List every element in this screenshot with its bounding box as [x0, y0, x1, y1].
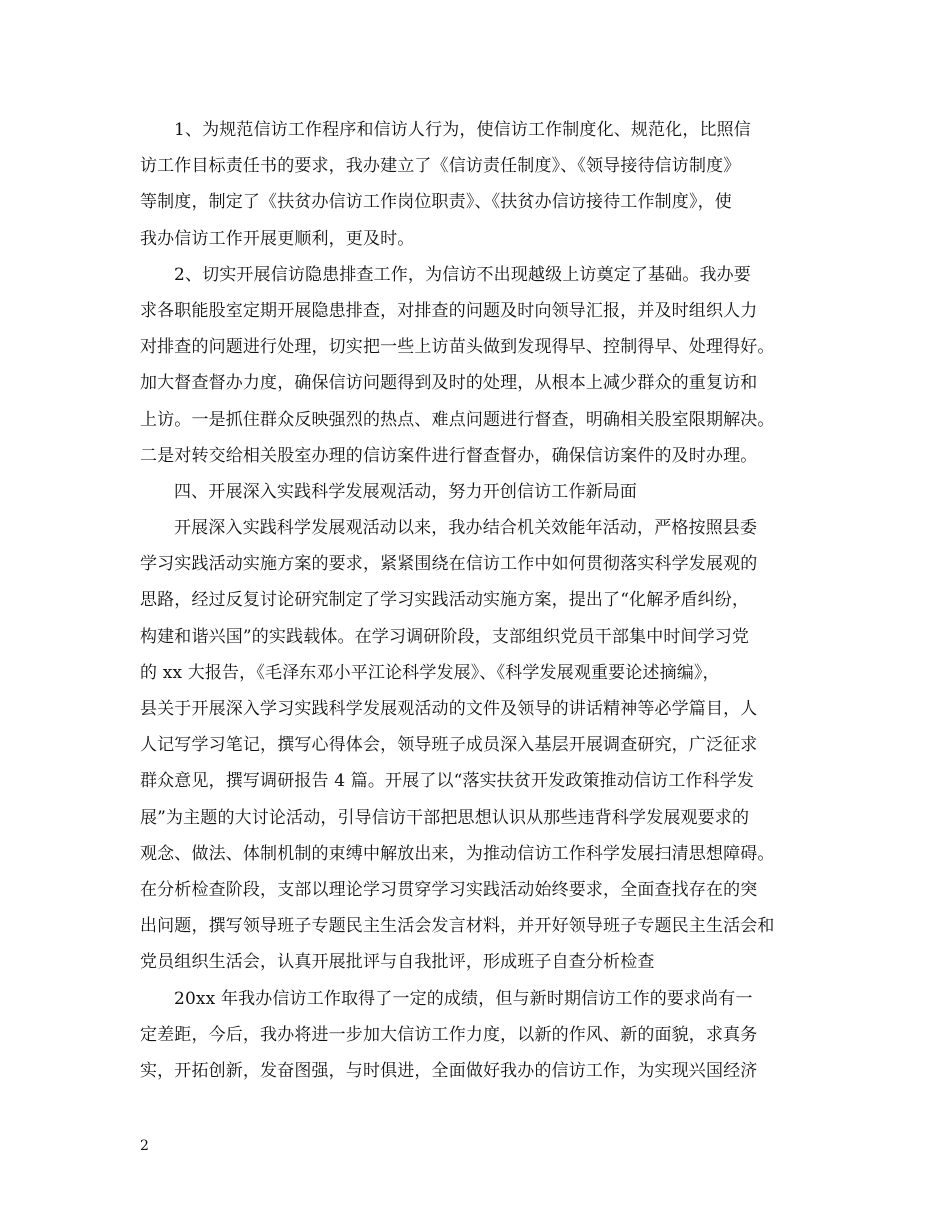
text-line: 展”为主题的大讨论活动，引导信访干部把思想认识从那些违背科学发展观要求的	[140, 807, 750, 828]
section-heading: 四、开展深入实践科学发展观活动，努力开创信访工作新局面	[174, 481, 638, 502]
text-line: 县关于开展深入学习实践科学发展观活动的文件及领导的讲话精神等必学篇目，人	[140, 699, 758, 719]
text-line: 学习实践活动实施方案的要求，紧紧围绕在信访工作中如何贯彻落实科学发展观的	[140, 554, 758, 575]
text-line: 观念、做法、体制机制的束缚中解放出来，为推动信访工作科学发展扫清思想障碍。	[140, 843, 775, 864]
text-line: 的 xx 大报告，《毛泽东邓小平江论科学发展》、《科学发展观重要论述摘编》，	[140, 662, 720, 683]
text-line: 开展深入实践科学发展观活动以来，我办结合机关效能年活动，严格按照县委	[174, 518, 758, 539]
text-line: 对排查的问题进行处理，切实把一些上访苗头做到发现得早、控制得早、处理得好。	[140, 337, 775, 358]
text-line: 20xx 年我办信访工作取得了一定的成绩，但与新时期信访工作的要求尚有一	[174, 988, 753, 1009]
text-line: 实，开拓创新，发奋图强，与时俱进，全面做好我办的信访工作，为实现兴国经济	[140, 1060, 758, 1081]
text-line: 思路，经过反复讨论研究制定了学习实践活动实施方案，提出了“化解矛盾纠纷，	[140, 590, 750, 611]
page-number: 2	[140, 1138, 149, 1154]
text-line: 加大督查督办力度，确保信访问题得到及时的处理，从根本上减少群众的重复访和	[140, 373, 758, 394]
text-line: 等制度，制定了《扶贫办信访工作岗位职责》、《扶贫办信访接待工作制度》，使	[140, 192, 732, 213]
text-line: 定差距，今后，我办将进一步加大信访工作力度，以新的作风、新的面貌，求真务	[140, 1024, 758, 1045]
text-line: 1、为规范信访工作程序和信访人行为，使信访工作制度化、规范化，比照信	[174, 120, 751, 140]
document-body	[140, 112, 830, 1089]
text-line: 上访。一是抓住群众反映强烈的热点、难点问题进行督查，明确相关股室限期解决。	[140, 409, 775, 430]
text-line: 在分析检查阶段，支部以理论学习贯穿学习实践活动始终要求，全面查找存在的突	[140, 879, 758, 900]
text-line: 二是对转交给相关股室办理的信访案件进行督查督办，确保信访案件的及时办理。	[140, 445, 758, 466]
text-line: 党员组织生活会，认真开展批评与自我批评，形成班子自查分析检查	[140, 952, 655, 973]
text-line: 求各职能股室定期开展隐患排查，对排查的问题及时向领导汇报，并及时组织人力	[140, 300, 758, 321]
text-line: 出问题，撰写领导班子专题民主生活会发言材料，并开好领导班子专题民主生活会和	[140, 916, 775, 937]
text-line: 我办信访工作开展更顺利，更及时。	[140, 228, 415, 249]
text-line: 访工作目标责任书的要求，我办建立了《信访责任制度》、《领导接待信访制度》	[140, 156, 741, 177]
text-line: 2、切实开展信访隐患排查工作，为信访不出现越级上访奠定了基础。我办要	[174, 264, 751, 285]
text-line: 构建和谐兴国”的实践载体。在学习调研阶段，支部组织党员干部集中时间学习党	[140, 626, 750, 647]
text-line: 群众意见，撰写调研报告 4 篇。开展了以“落实扶贫开发政策推动信访工作科学发	[140, 771, 755, 792]
text-line: 人记写学习笔记，撰写心得体会，领导班子成员深入基层开展调查研究，广泛征求	[140, 735, 758, 756]
